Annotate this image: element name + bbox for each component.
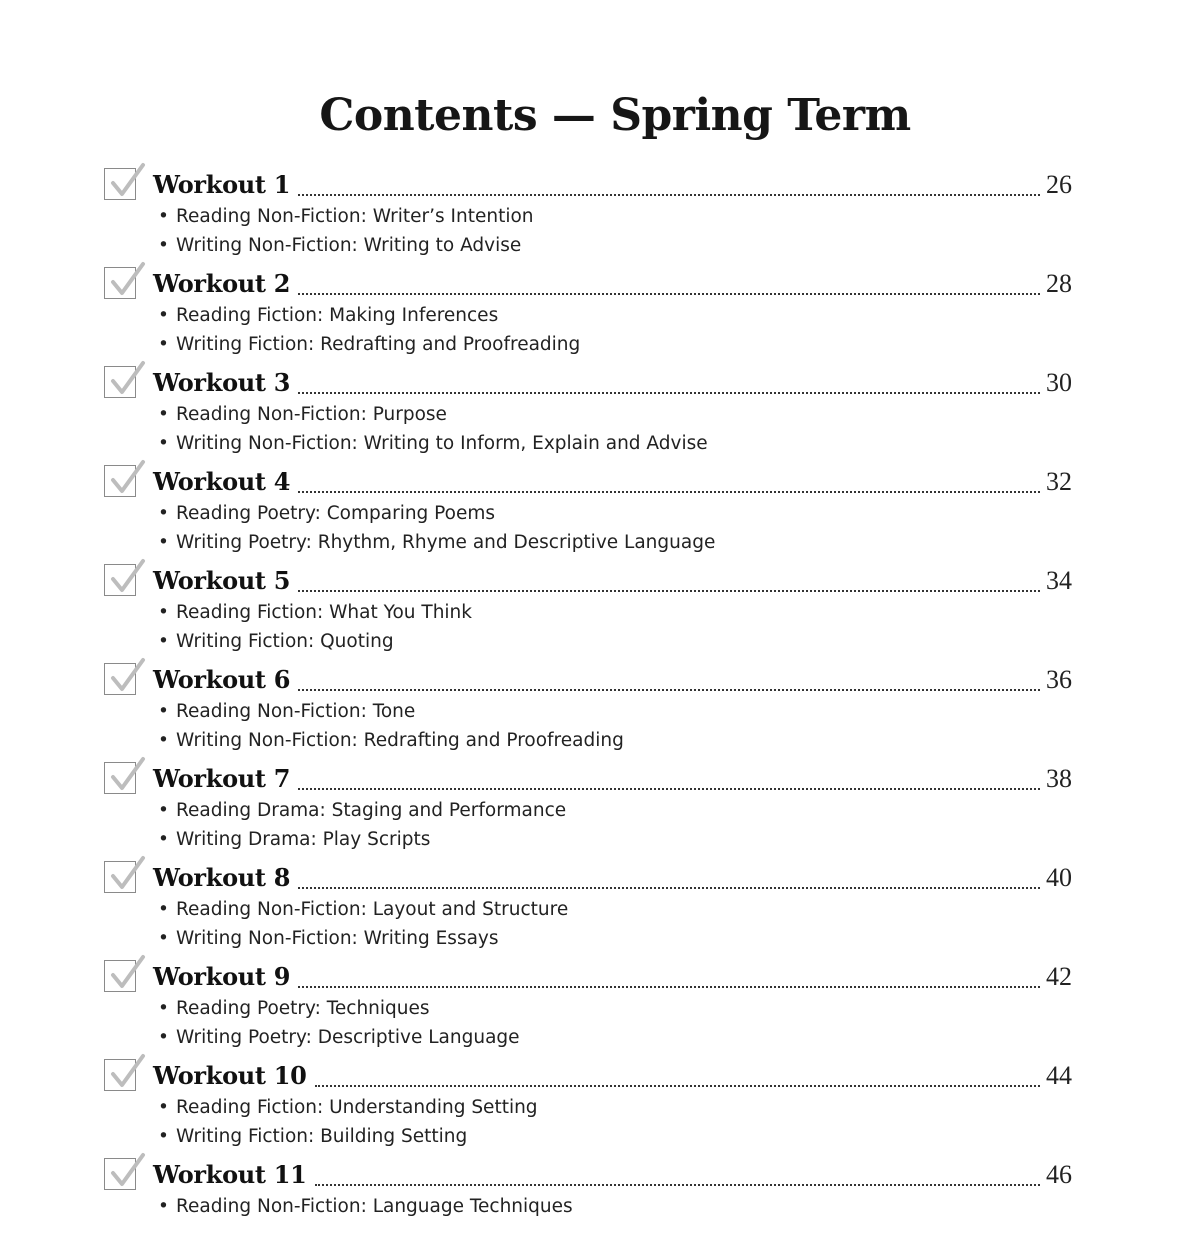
bullet-icon: • [158, 503, 169, 524]
check-icon [107, 460, 147, 498]
checkbox[interactable] [104, 960, 136, 992]
topic-item [158, 726, 624, 755]
dot-leader [298, 194, 1040, 196]
topic-list [158, 697, 624, 755]
contents-entry-6 [104, 659, 1072, 758]
topic-text: Reading Non-Fiction: Tone [176, 701, 416, 722]
topic-item [158, 895, 568, 924]
workout-title: Workout 10 [153, 1061, 307, 1090]
page-number: 46 [1046, 1160, 1072, 1189]
topic-list [158, 202, 534, 260]
topic-item [158, 796, 566, 825]
dot-leader [298, 689, 1040, 691]
contents-entry-11 [104, 1154, 1072, 1253]
topic-list [158, 1192, 573, 1221]
topic-text: Writing Fiction: Building Setting [176, 1126, 468, 1147]
workout-title: Workout 6 [153, 665, 291, 694]
page-number: 30 [1046, 368, 1072, 397]
topic-list [158, 796, 566, 854]
entry-heading[interactable] [153, 859, 1072, 899]
checkbox[interactable] [104, 564, 136, 596]
page-title: Contents — Spring Term [319, 90, 911, 141]
bullet-icon: • [158, 800, 169, 821]
topic-text: Writing Fiction: Redrafting and Proofreading [176, 334, 581, 355]
page-number: 38 [1046, 764, 1072, 793]
topic-text: Writing Non-Fiction: Writing Essays [176, 928, 499, 949]
dot-leader [315, 1184, 1040, 1186]
entry-heading[interactable] [153, 760, 1072, 800]
bullet-icon: • [158, 404, 169, 425]
check-icon [107, 163, 147, 201]
topic-list [158, 994, 520, 1052]
topic-list [158, 895, 568, 953]
page-number: 32 [1046, 467, 1072, 496]
contents-entry-7 [104, 758, 1072, 857]
entry-heading[interactable] [153, 463, 1072, 503]
checkbox[interactable] [104, 168, 136, 200]
topic-text: Writing Fiction: Quoting [176, 631, 394, 652]
check-icon [107, 757, 147, 795]
topic-text: Writing Non-Fiction: Redrafting and Proofreading [176, 730, 624, 751]
check-icon [107, 658, 147, 696]
contents-entry-3 [104, 362, 1072, 461]
checkbox[interactable] [104, 762, 136, 794]
bullet-icon: • [158, 899, 169, 920]
bullet-icon: • [158, 532, 169, 553]
topic-text: Reading Fiction: Understanding Setting [176, 1097, 538, 1118]
topic-text: Reading Fiction: Making Inferences [176, 305, 499, 326]
workout-title: Workout 5 [153, 566, 291, 595]
workout-title: Workout 4 [153, 467, 291, 496]
topic-item [158, 528, 715, 557]
dot-leader [298, 491, 1040, 493]
topic-text: Reading Non-Fiction: Purpose [176, 404, 447, 425]
contents-entry-2 [104, 263, 1072, 362]
workout-title: Workout 11 [153, 1160, 307, 1189]
dot-leader [298, 590, 1040, 592]
topic-text: Reading Poetry: Techniques [176, 998, 430, 1019]
bullet-icon: • [158, 928, 169, 949]
workout-title: Workout 8 [153, 863, 291, 892]
dot-leader [315, 1085, 1040, 1087]
dot-leader [298, 788, 1040, 790]
page-number: 36 [1046, 665, 1072, 694]
entry-heading[interactable] [153, 166, 1072, 206]
contents-entry-1 [104, 164, 1072, 263]
check-icon [107, 1153, 147, 1191]
topic-list [158, 598, 472, 656]
bullet-icon: • [158, 334, 169, 355]
topic-item [158, 499, 715, 528]
topic-text: Writing Poetry: Rhythm, Rhyme and Descriptive Language [176, 532, 716, 553]
entry-heading[interactable] [153, 562, 1072, 602]
page-number: 34 [1046, 566, 1072, 595]
topic-item [158, 627, 472, 656]
contents-entry-8 [104, 857, 1072, 956]
contents-entry-10 [104, 1055, 1072, 1154]
topic-text: Reading Fiction: What You Think [176, 602, 472, 623]
topic-item [158, 1122, 538, 1151]
topic-item [158, 825, 566, 854]
topic-list [158, 301, 580, 359]
topic-item [158, 1192, 573, 1221]
contents-entry-4 [104, 461, 1072, 560]
topic-item [158, 231, 534, 260]
checkbox[interactable] [104, 267, 136, 299]
topic-item [158, 697, 624, 726]
bullet-icon: • [158, 305, 169, 326]
topic-item [158, 330, 580, 359]
topic-text: Reading Non-Fiction: Writer’s Intention [176, 206, 534, 227]
bullet-icon: • [158, 829, 169, 850]
entry-heading[interactable] [153, 265, 1072, 305]
entry-heading[interactable] [153, 1057, 1072, 1097]
page-number: 28 [1046, 269, 1072, 298]
topic-text: Reading Poetry: Comparing Poems [176, 503, 496, 524]
dot-leader [298, 887, 1040, 889]
bullet-icon: • [158, 730, 169, 751]
bullet-icon: • [158, 1196, 169, 1217]
entry-heading[interactable] [153, 364, 1072, 404]
checkbox[interactable] [104, 1059, 136, 1091]
check-icon [107, 955, 147, 993]
topic-item [158, 1023, 520, 1052]
dot-leader [298, 986, 1040, 988]
page-number: 44 [1046, 1061, 1072, 1090]
entry-heading[interactable] [153, 958, 1072, 998]
bullet-icon: • [158, 235, 169, 256]
check-icon [107, 856, 147, 894]
entry-heading[interactable] [153, 1156, 1072, 1196]
topic-item [158, 202, 534, 231]
bullet-icon: • [158, 701, 169, 722]
check-icon [107, 262, 147, 300]
topic-item [158, 301, 580, 330]
contents-entry-9 [104, 956, 1072, 1055]
topic-item [158, 429, 708, 458]
bullet-icon: • [158, 1126, 169, 1147]
topic-item [158, 994, 520, 1023]
topic-list [158, 499, 715, 557]
topic-item [158, 924, 568, 953]
topic-text: Reading Non-Fiction: Layout and Structure [176, 899, 569, 920]
topic-item [158, 400, 708, 429]
checkbox[interactable] [104, 465, 136, 497]
topic-text: Reading Drama: Staging and Performance [176, 800, 567, 821]
dot-leader [298, 293, 1040, 295]
workout-title: Workout 7 [153, 764, 291, 793]
bullet-icon: • [158, 1097, 169, 1118]
check-icon [107, 1054, 147, 1092]
bullet-icon: • [158, 631, 169, 652]
checkbox[interactable] [104, 861, 136, 893]
bullet-icon: • [158, 206, 169, 227]
workout-title: Workout 1 [153, 170, 291, 199]
topic-list [158, 1093, 538, 1151]
bullet-icon: • [158, 1027, 169, 1048]
topic-text: Writing Drama: Play Scripts [176, 829, 431, 850]
page-number: 42 [1046, 962, 1072, 991]
bullet-icon: • [158, 998, 169, 1019]
bullet-icon: • [158, 602, 169, 623]
entry-heading[interactable] [153, 661, 1072, 701]
contents-entry-5 [104, 560, 1072, 659]
topic-text: Writing Non-Fiction: Writing to Advise [176, 235, 522, 256]
topic-item [158, 598, 472, 627]
dot-leader [298, 392, 1040, 394]
contents-list [104, 164, 1072, 1253]
workout-title: Workout 9 [153, 962, 291, 991]
checkbox[interactable] [104, 366, 136, 398]
topic-text: Reading Non-Fiction: Language Techniques [176, 1196, 573, 1217]
checkbox[interactable] [104, 663, 136, 695]
topic-text: Writing Poetry: Descriptive Language [176, 1027, 520, 1048]
check-icon [107, 559, 147, 597]
topic-list [158, 400, 708, 458]
topic-item [158, 1093, 538, 1122]
workout-title: Workout 3 [153, 368, 291, 397]
page-number: 26 [1046, 170, 1072, 199]
check-icon [107, 361, 147, 399]
bullet-icon: • [158, 433, 169, 454]
workout-title: Workout 2 [153, 269, 291, 298]
page-number: 40 [1046, 863, 1072, 892]
checkbox[interactable] [104, 1158, 136, 1190]
topic-text: Writing Non-Fiction: Writing to Inform, Explain and Advise [176, 433, 708, 454]
